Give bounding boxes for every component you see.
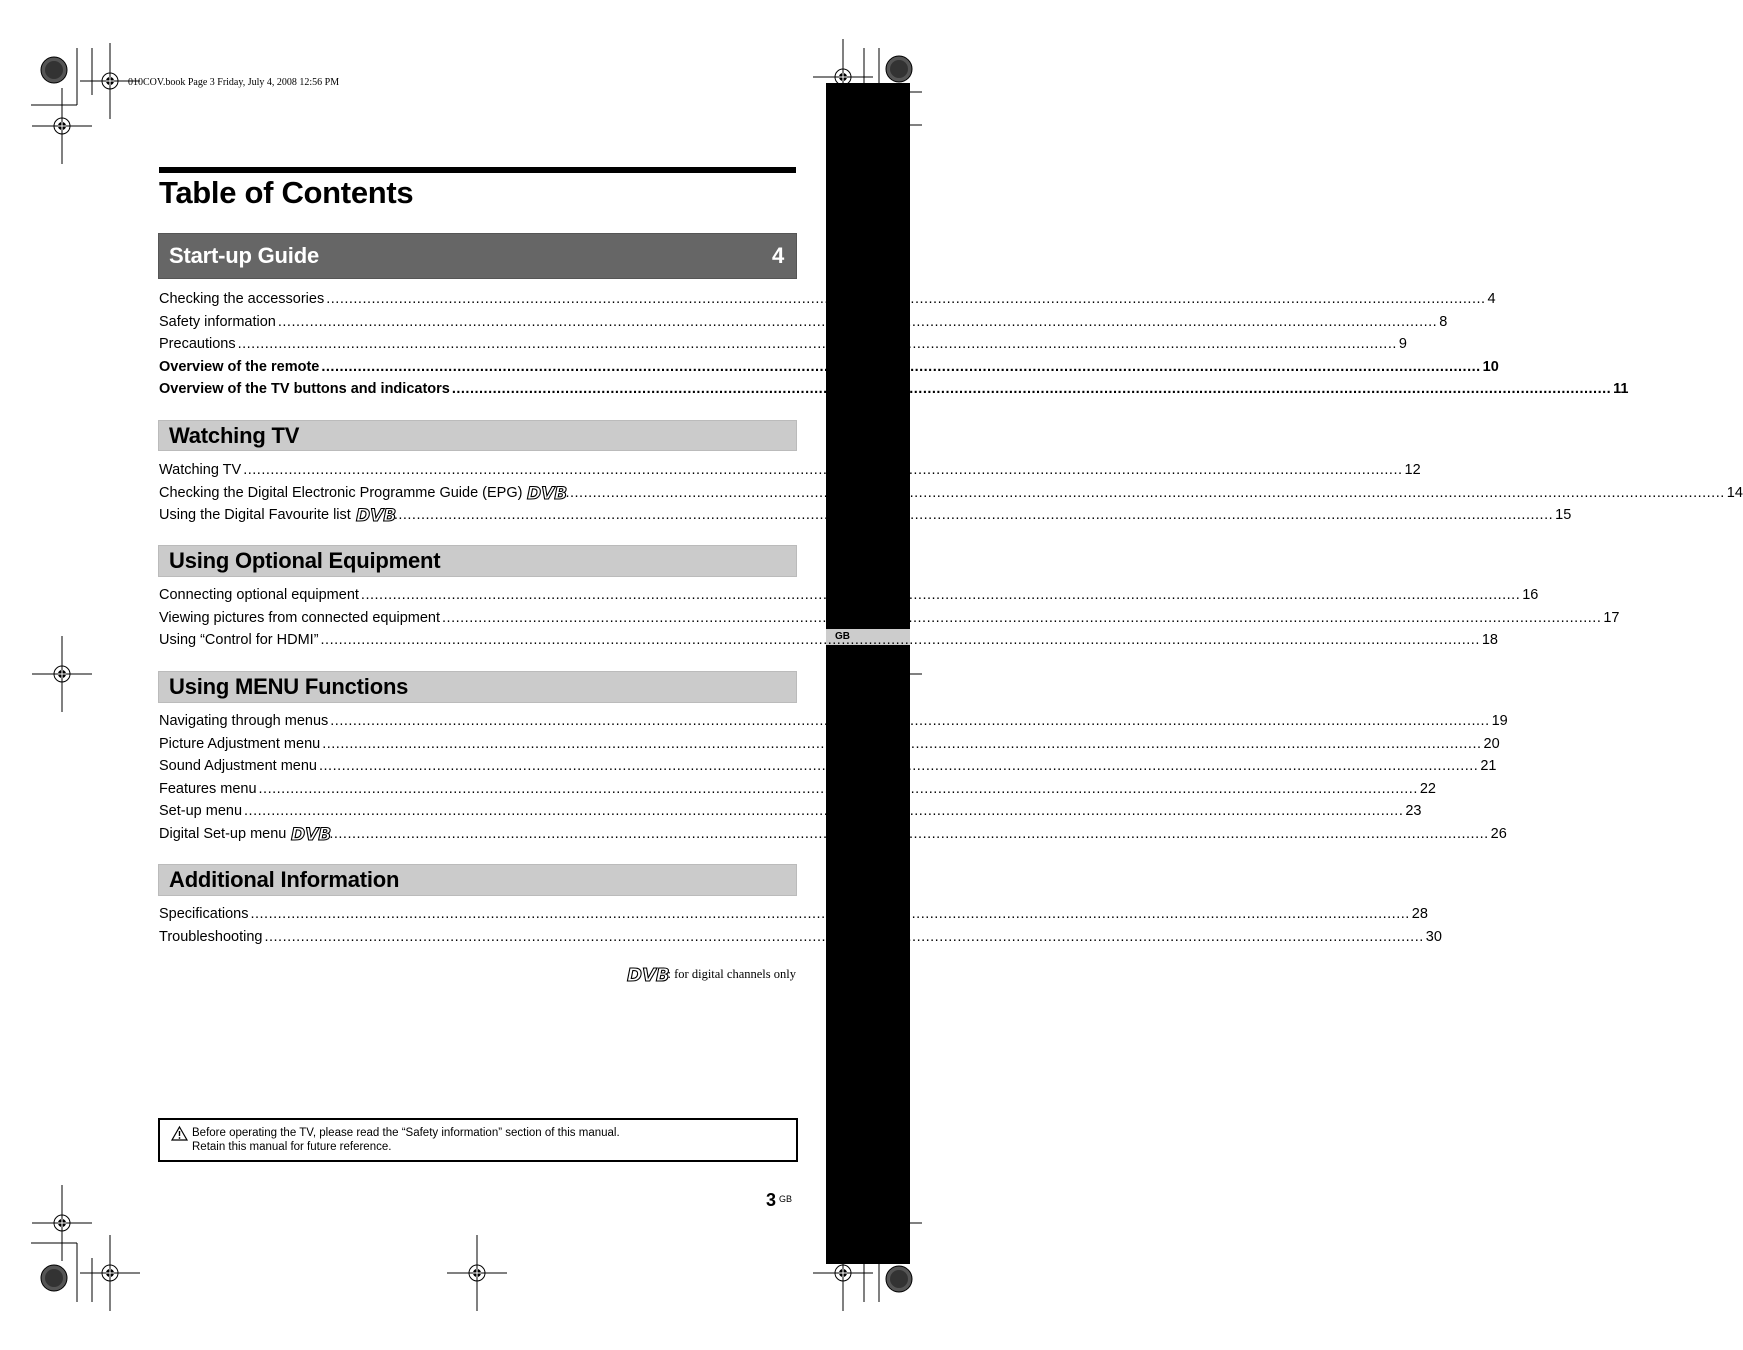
toc-leader <box>321 356 1480 379</box>
toc-leader <box>278 311 1437 334</box>
page-title: Table of Contents <box>159 175 414 210</box>
page-number-suffix: GB <box>779 1194 793 1204</box>
toc-entry-page: 23 <box>1405 803 1422 819</box>
toc-entry[interactable] <box>159 288 1496 311</box>
toc-leader <box>244 800 1403 823</box>
section-header-additional-information <box>158 864 797 896</box>
toc-entry-label: Connecting optional equipment <box>159 587 359 603</box>
toc-leader <box>565 482 1724 505</box>
toc-entry-page: 21 <box>1480 758 1497 774</box>
toc-entry-label: Precautions <box>159 336 236 352</box>
toc-leader <box>394 504 1553 527</box>
toc-entry-page: 30 <box>1425 928 1442 945</box>
toc-entry-page: 16 <box>1522 587 1539 603</box>
toc-leader <box>361 584 1520 607</box>
dvb-legend-text: : for digital channels only <box>667 966 796 981</box>
section-title: Watching TV <box>169 422 300 448</box>
toc-entry[interactable] <box>159 823 1507 846</box>
toc-entry-page: 8 <box>1439 313 1448 330</box>
toc-list-additional-information <box>159 903 1442 948</box>
page-number <box>766 1190 792 1211</box>
toc-entry-label: Checking the Digital Electronic Programme Guide (EPG) DVB <box>159 483 568 504</box>
toc-entry-page: 22 <box>1419 780 1436 797</box>
section-header-start-up-guide <box>158 233 797 279</box>
toc-entry[interactable] <box>159 584 1539 607</box>
title-rule <box>159 167 796 173</box>
warning-triangle-icon <box>171 1126 188 1141</box>
toc-entry[interactable] <box>159 333 1407 356</box>
toc-leader <box>264 926 1423 949</box>
toc-entry-page: 26 <box>1490 825 1507 842</box>
side-thumb-band <box>826 83 910 1264</box>
toc-leader <box>326 288 1485 311</box>
toc-leader <box>330 710 1489 733</box>
toc-entry-page: 20 <box>1483 735 1500 752</box>
safety-notice-line-2: Retain this manual for future reference. <box>192 1141 392 1153</box>
safety-notice-line-1: Before operating the TV, please read the “Safety information” section of this manual. <box>192 1127 620 1139</box>
toc-entry-page: 28 <box>1411 906 1428 922</box>
toc-entry[interactable] <box>159 378 1629 401</box>
toc-entry-page: 14 <box>1726 484 1743 501</box>
language-tab: GB <box>826 629 910 645</box>
section-header-using-menu-functions <box>158 671 797 703</box>
toc-entry-label: Viewing pictures from connected equipment <box>159 609 441 626</box>
toc-entry-page: 10 <box>1482 358 1499 375</box>
dvb-legend <box>626 965 796 986</box>
section-header-using-optional-equipment <box>158 545 797 577</box>
toc-entry-label: Overview of the TV buttons and indicators <box>159 381 450 397</box>
toc-entry-page: 12 <box>1404 462 1421 478</box>
print-info: 010COV.book Page 3 Friday, July 4, 2008 12:56 PM <box>128 77 340 88</box>
toc-entry[interactable] <box>159 459 1421 482</box>
svg-text:DVB: DVB <box>626 965 670 986</box>
toc-entry[interactable] <box>159 356 1499 379</box>
toc-entry-label: Overview of the remote <box>159 358 320 375</box>
toc-entry-page: 19 <box>1491 713 1508 729</box>
toc-entry-label: Features menu <box>159 780 257 797</box>
toc-entry[interactable] <box>159 778 1436 801</box>
toc-entry-page: 18 <box>1481 632 1498 648</box>
toc-entry[interactable] <box>159 733 1500 756</box>
toc-entry-page: 9 <box>1398 336 1407 352</box>
toc-leader <box>329 823 1488 846</box>
section-page-number: 4 <box>771 243 784 268</box>
toc-entry-label: Watching TV <box>159 462 242 478</box>
section-title: Start-up Guide <box>169 243 319 268</box>
toc-list-start-up-guide <box>159 288 1629 401</box>
toc-entry-label: Checking the accessories <box>159 291 325 307</box>
dvb-logo-icon <box>291 824 332 845</box>
toc-entry-page: 17 <box>1603 609 1620 626</box>
toc-entry-label: Safety information <box>159 313 276 330</box>
toc-entry[interactable] <box>159 482 1743 505</box>
toc-entry-label: Sound Adjustment menu <box>159 758 317 774</box>
toc-leader <box>238 333 1397 356</box>
toc-leader <box>243 459 1402 482</box>
dvb-logo-icon <box>527 483 568 504</box>
toc-entry[interactable] <box>159 755 1497 778</box>
toc-entry[interactable] <box>159 903 1428 926</box>
toc-entry-page: 11 <box>1613 381 1629 397</box>
toc-entry[interactable] <box>159 710 1508 733</box>
svg-text:DVB: DVB <box>355 506 397 526</box>
toc-entry[interactable] <box>159 504 1572 527</box>
toc-entry[interactable] <box>159 926 1442 949</box>
page-number-value: 3 <box>766 1190 777 1210</box>
toc-leader <box>259 778 1418 801</box>
section-header-watching-tv <box>158 420 797 451</box>
svg-text:DVB: DVB <box>527 483 568 504</box>
toc-entry-label: Navigating through menus <box>159 713 329 729</box>
section-title: Using Optional Equipment <box>169 548 441 573</box>
toc-leader <box>442 607 1601 630</box>
toc-leader <box>321 629 1480 652</box>
dvb-logo-icon <box>626 965 670 986</box>
safety-notice-box <box>158 1118 798 1162</box>
section-title: Using MENU Functions <box>169 674 409 699</box>
toc-entry-label: Digital Set-up menu DVB <box>159 824 332 845</box>
toc-list-using-menu-functions <box>159 710 1508 845</box>
svg-text:DVB: DVB <box>291 824 332 845</box>
toc-entry-page: 15 <box>1555 507 1572 523</box>
toc-entry-label: Using the Digital Favourite list DVB <box>159 506 397 526</box>
toc-entry[interactable] <box>159 607 1620 630</box>
toc-entry-label: Specifications <box>159 906 249 922</box>
dvb-logo-icon <box>355 506 397 526</box>
toc-entry[interactable] <box>159 800 1422 823</box>
toc-leader <box>452 378 1611 401</box>
toc-entry[interactable] <box>159 311 1448 334</box>
toc-leader <box>250 903 1409 926</box>
toc-entry-page: 4 <box>1487 291 1496 307</box>
toc-entry-label: Picture Adjustment menu <box>159 735 321 752</box>
toc-leader <box>319 755 1478 778</box>
toc-entry-label: Using “Control for HDMI” <box>159 632 319 648</box>
toc-entry-label: Set-up menu <box>159 803 243 819</box>
toc-entry-label: Troubleshooting <box>159 928 263 945</box>
toc-list-watching-tv <box>159 459 1743 527</box>
section-title: Additional Information <box>169 867 400 892</box>
toc-leader <box>322 733 1481 756</box>
